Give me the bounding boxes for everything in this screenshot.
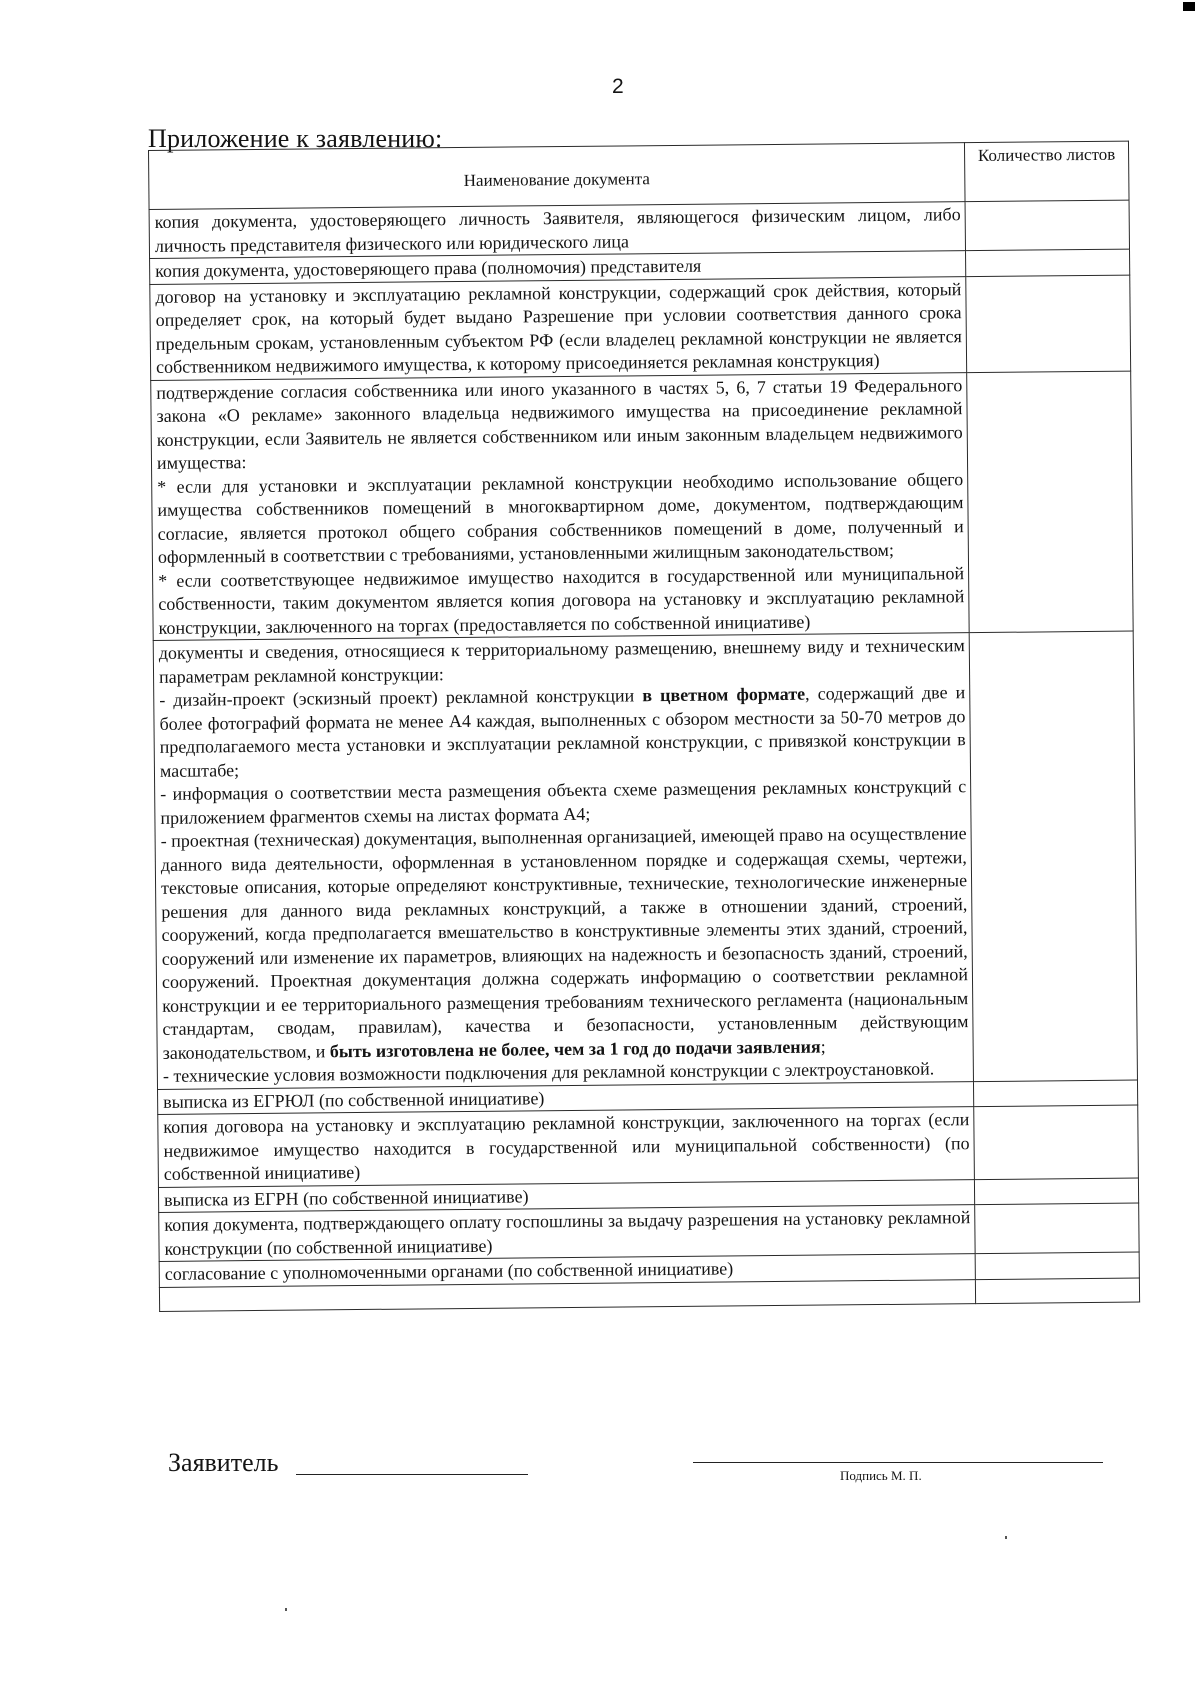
document-name-text: выписка из ЕГРЮЛ (по собственной инициативе) [163, 1087, 545, 1112]
document-name-cell [149, 202, 965, 259]
page-number: 2 [612, 75, 624, 98]
signature-line[interactable] [693, 1462, 1103, 1463]
document-name-fragment: , содержащий две и более фотографий формата не менее А4 каждая, выполненных с обзором местности за 50-70 метров до предполагаемого места установки и эксплуатации рекламной конструкции, с привязкой конструкции в масштабе; [159, 682, 966, 781]
document-name-text: копия документа, удостоверяющего личность Заявителя, являющегося физическим лицом, либо личность представителя физического или юридического лица [154, 204, 961, 256]
table-row [150, 275, 1131, 380]
document-name-text: копия документа, удостоверяющего права (полномочия) представителя [155, 255, 702, 281]
sheet-count-cell[interactable] [965, 200, 1129, 251]
document-name-emphasis: в цветном формате [642, 683, 806, 706]
document-name-text: подтверждение согласия собственника или иного указанного в частях 5, 6, 7 статьи 19 Федерального закона «О рекламе» законного владельца недвижимого имущества на присоединение рекламной конструкции, если Заявитель не является собственником или иным законным владельцем недвижимого имущества: [156, 374, 963, 473]
document-name-cell [150, 276, 967, 380]
sheet-count-cell[interactable] [975, 1278, 1139, 1304]
document-name-fragment: - дизайн-проект (эскизный проект) рекламной конструкции [159, 685, 643, 710]
sheet-count-cell[interactable] [967, 371, 1133, 633]
sheet-count-cell[interactable] [973, 1080, 1137, 1107]
section-title: Приложение к заявлению: [148, 124, 443, 153]
document-name-item [159, 681, 966, 783]
document-name-text: согласование с уполномоченными органами (по собственной инициативе) [164, 1258, 734, 1284]
document-name-cell [159, 1205, 975, 1262]
applicant-label: Заявитель [168, 1448, 279, 1477]
document-name-note: * если для установки и эксплуатации рекламной конструкции необходимо использование общего имущества собственников помещений в многоквартирном доме, документом, подтверждающим согласие, является протокол общего собрания собственников помещений в доме, полученный и оформленный в соответствии с требованиями, установленными жилищным законодательством; [157, 468, 964, 567]
document-name-item: - информация о соответствии места размещения объекта схеме размещения рекламных конструкций с приложением фрагментов схемы на листах формата А4; [160, 776, 967, 828]
document-name-cell [151, 372, 969, 640]
sheet-count-cell[interactable] [969, 631, 1137, 1081]
document-name-text: копия договора на установку и эксплуатацию рекламной конструкции, заключенного на торгах (если недвижимое имущество находится в государственной или муниципальной собственности) (по собственной инициативе) [163, 1109, 970, 1184]
documents-table [148, 141, 1140, 1312]
scan-speck [1005, 1536, 1007, 1539]
document-name-cell [158, 1107, 975, 1187]
sheet-count-cell[interactable] [974, 1105, 1139, 1179]
scan-corner-mark [1183, 2, 1195, 11]
document-name-item: - технические условия возможности подключения для рекламной конструкции с электроустановкой. [162, 1058, 935, 1086]
document-name-fragment: ; [820, 1036, 826, 1057]
document-name-note: * если соответствующее недвижимое имущество находится в государственной или муниципальной собственности, таким документом является копия договора на установку и эксплуатацию рекламной конструкции, заключенного на торгах (предоставляется по собственной инициативе) [158, 562, 965, 638]
header-document-name: Наименование документа [149, 143, 966, 210]
signature-area [168, 1448, 1128, 1508]
document-name-text: копия документа, подтверждающего оплату госпошлины за выдачу разрешения на установку рекламной конструкции (по собственной инициативе) [164, 1207, 971, 1259]
sheet-count-cell[interactable] [974, 1178, 1138, 1205]
table-row [153, 631, 1137, 1089]
header-sheet-count: Количество листов [964, 141, 1129, 202]
document-name-text: договор на установку и эксплуатацию рекламной конструкции, содержащий срок действия, который определяет срок, на который будет выдано Разрешение при условии соответствия данного срока предельным срокам, установленным субъектом РФ (если владелец рекламной конструкции не является собственником недвижимого имущества, к которому присоединяется рекламная конструкция) [155, 278, 962, 377]
document-name-cell [153, 633, 973, 1089]
table-header-row [149, 141, 1130, 209]
scan-speck [285, 1608, 287, 1611]
table-row [151, 371, 1133, 641]
document-name-emphasis: быть изготовлена не более, чем за 1 год до подачи заявления [329, 1036, 821, 1061]
table-row [158, 1105, 1139, 1187]
document-name-fragment: - проектная (техническая) документация, выполненная организацией, имеющей право на осуществление данного вида деятельности, оформленная в установленном порядке и содержащая схемы, чертежи, текстовые описания, которые определяют конструктивные, технические, технологические инженерные решения для данного вида рекламных конструкций, а также в отношении зданий, строений, сооружений, когда предполагается вмешательство в конструктивные элементы этих зданий, строений, сооружений или изменение их параметров, влияющих на надежность и безопасность зданий, строений, сооружений. Проектная документация должна содержать информацию о соответствии рекламной конструкции и ее территориального размещения требованиям технического регламента (национальным стандартам, сводам, правилам), качества и безопасности, установленным действующим законодательством, и [160, 823, 969, 1063]
signature-caption: Подпись М. П. [840, 1468, 922, 1483]
document-name-text: выписка из ЕГРН (по собственной инициативе) [163, 1185, 529, 1210]
sheet-count-cell[interactable] [975, 1252, 1139, 1279]
sheet-count-cell[interactable] [975, 1203, 1139, 1254]
document-name-text: документы и сведения, относящиеся к территориальному размещению, внешнему виду и техническим параметрам рекламной конструкции: [158, 635, 965, 687]
sheet-count-cell[interactable] [966, 275, 1131, 373]
applicant-name-line[interactable] [296, 1474, 528, 1475]
sheet-count-cell[interactable] [966, 249, 1130, 276]
document-name-item [161, 822, 969, 1065]
